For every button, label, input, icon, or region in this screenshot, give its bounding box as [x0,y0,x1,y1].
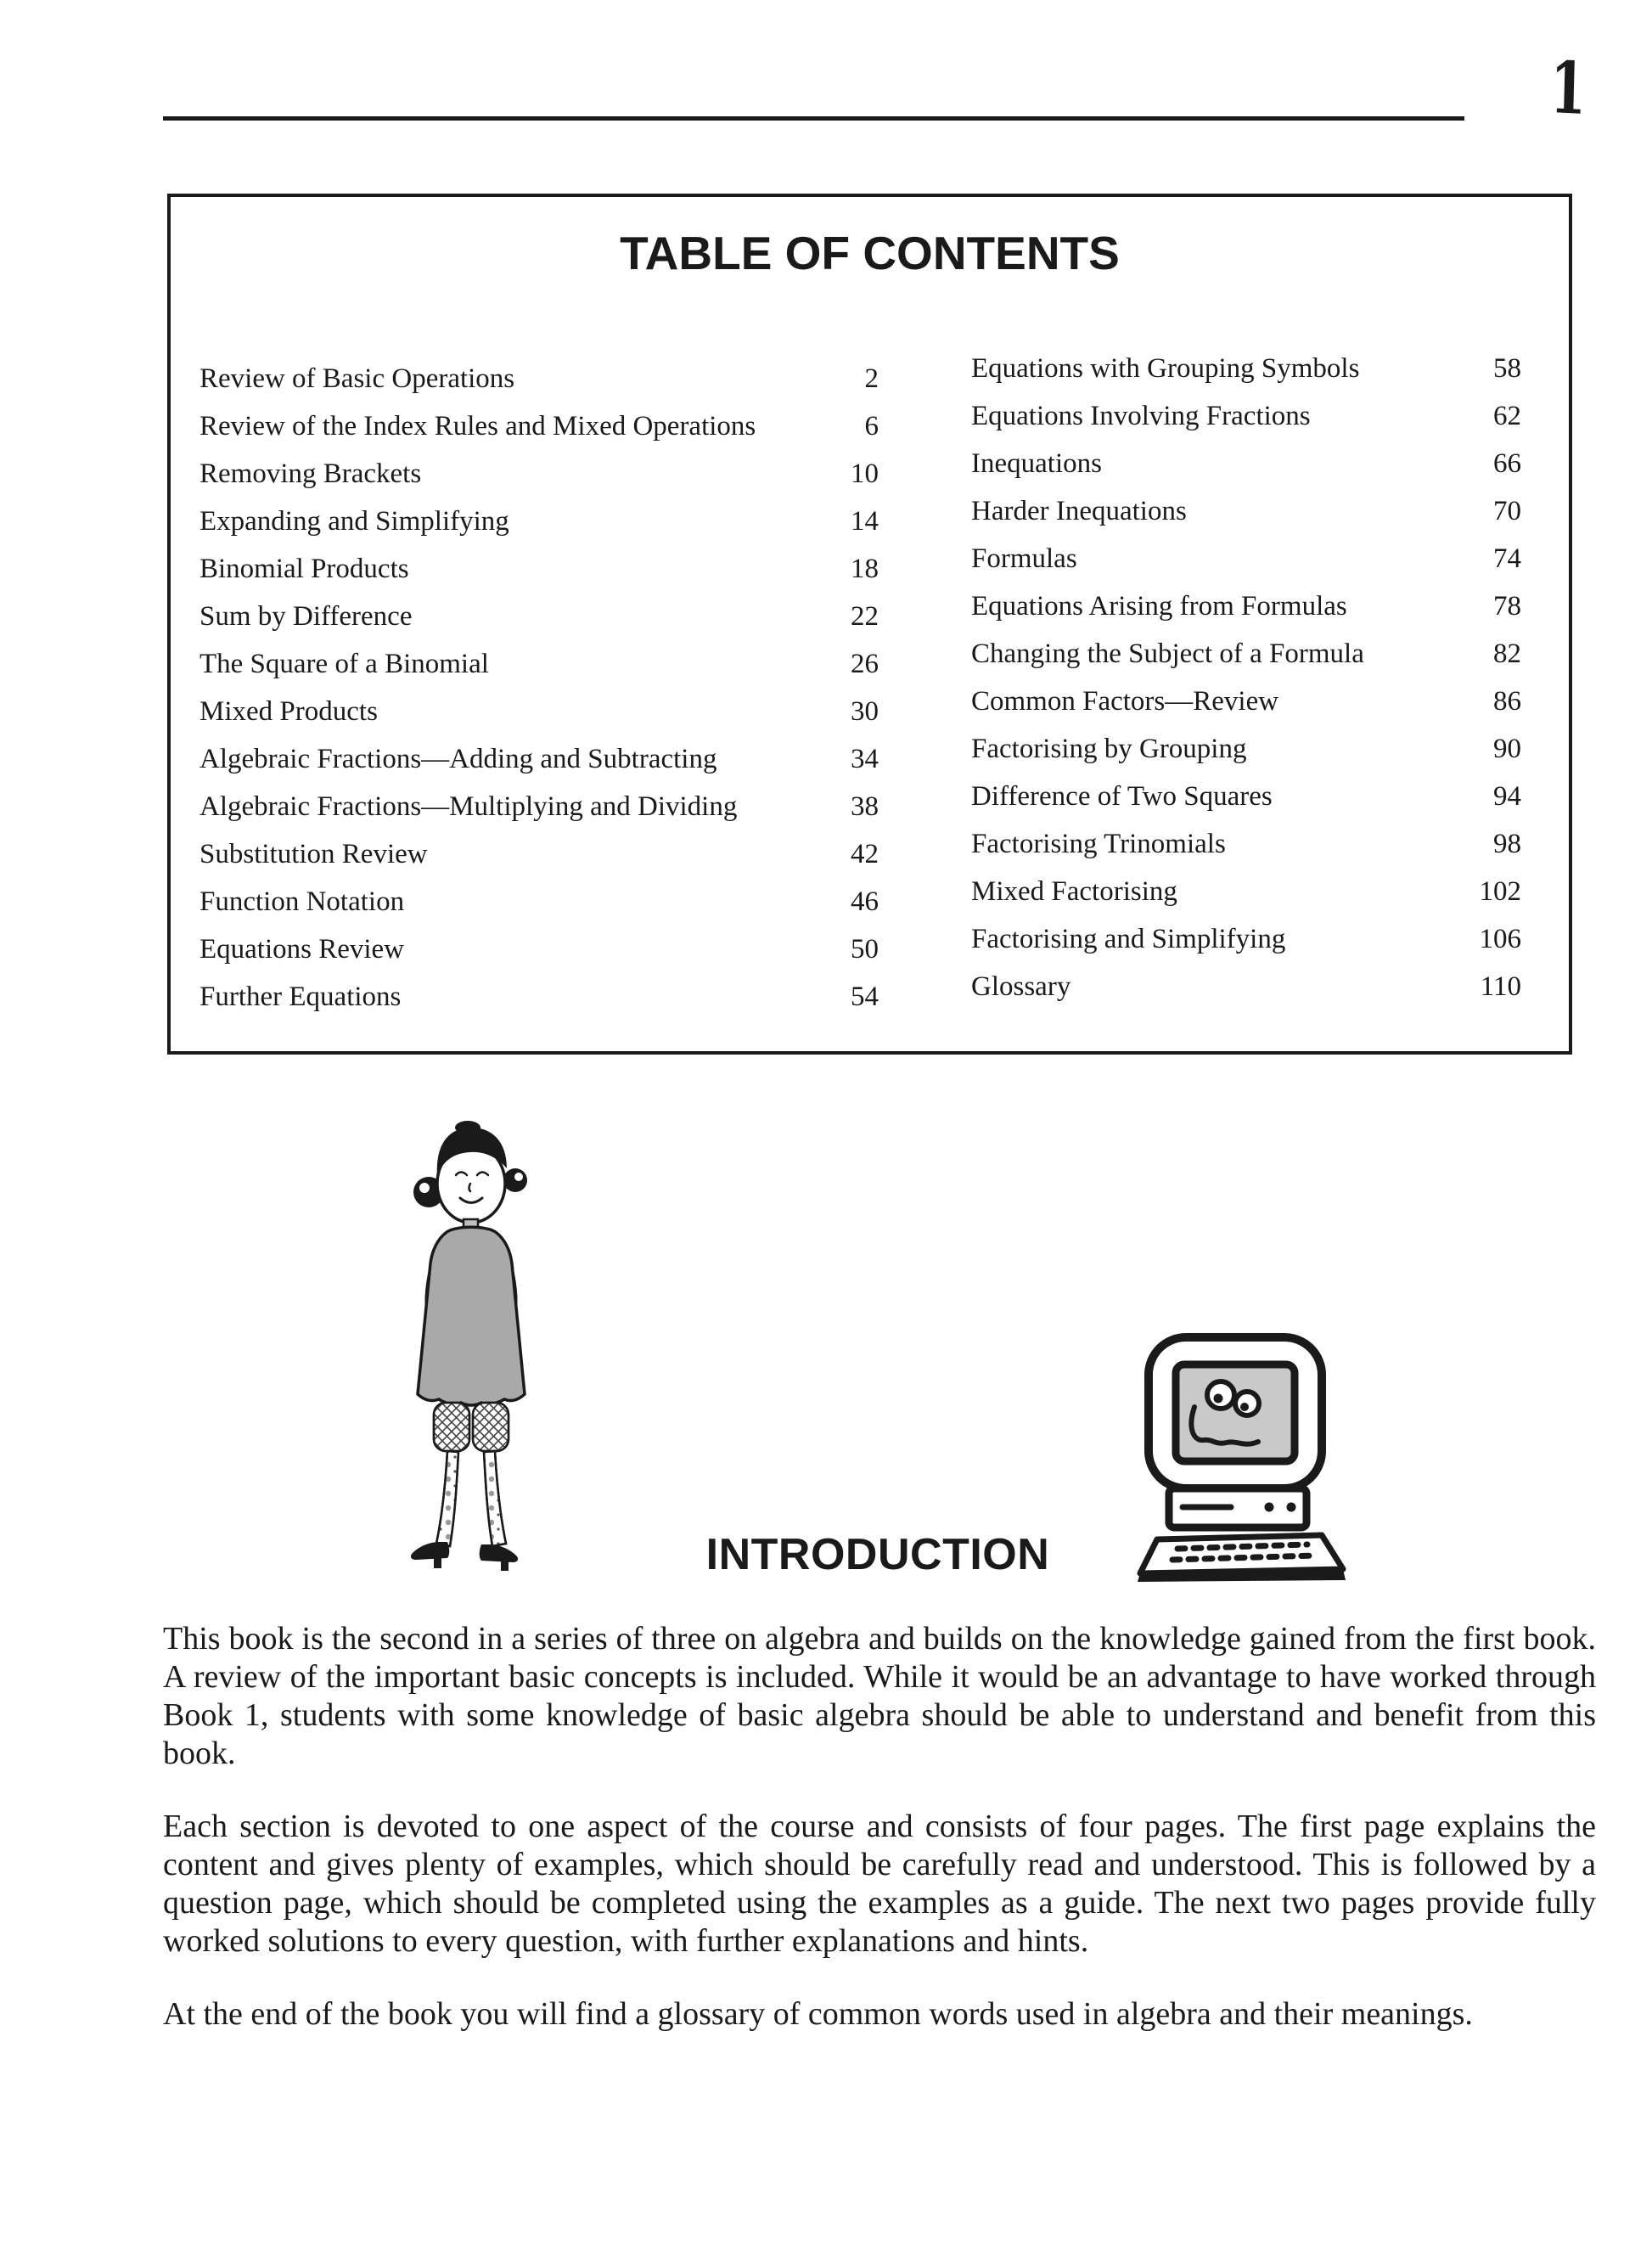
toc-entry [971,535,1521,582]
toc-entry [199,402,879,450]
toc-entry-page: 38 [851,791,879,822]
toc-entry [971,868,1521,915]
toc-entry [199,450,879,498]
page-number: 1 [1548,45,1587,131]
toc-entry [199,545,879,593]
toc-entry-title: Function Notation [199,886,405,917]
toc-entry-page: 22 [851,601,879,632]
toc-entry-page: 62 [1493,401,1521,431]
toc-entry [199,830,879,878]
toc-entry [971,582,1521,630]
toc-entry [199,355,879,402]
toc-entry-title: Further Equations [199,982,402,1012]
toc-entry-title: Equations with Grouping Symbols [971,353,1360,384]
toc-entry [971,773,1521,820]
toc-entry-page: 18 [851,554,879,584]
toc-entry-title: Glossary [971,971,1071,1002]
toc-entry-page: 106 [1479,924,1521,954]
intro-paragraph-2: Each section is devoted to one aspect of the course and consists of four pages. The first page explains the content and gives plenty of examples, which should be carefully read and understood. This is followed by a question page, which should be completed using the examples as a guide. The next two pages provide fully worked solutions to every question, with further explanations and hints. [163,1809,1596,1959]
toc-entry-title: Review of the Index Rules and Mixed Operations [199,411,756,442]
toc-entry [971,392,1521,440]
toc-entry-title: Mixed Products [199,696,378,727]
toc-entry-title: Harder Inequations [971,496,1187,526]
toc-left-column [199,355,879,1021]
toc-entry-title: Factorising by Grouping [971,734,1247,764]
toc-entry-title: Equations Involving Fractions [971,401,1311,431]
toc-entry [971,345,1521,392]
toc-entry-page: 102 [1479,876,1521,907]
toc-entry-page: 58 [1493,353,1521,384]
toc-entry [199,640,879,688]
toc-entry-title: Equations Review [199,934,405,965]
toc-entry-page: 54 [851,982,879,1012]
woman-illustration [386,1114,556,1581]
introduction-paragraphs [163,1620,1596,2068]
toc-entry-page: 14 [851,506,879,537]
toc-entry [199,688,879,735]
toc-entry-title: Algebraic Fractions—Multiplying and Dividing [199,791,738,822]
toc-entry-title: Sum by Difference [199,601,413,632]
toc-entry-title: Algebraic Fractions—Adding and Subtracting [199,744,717,774]
toc-entry [199,735,879,783]
toc-entry-page: 82 [1493,639,1521,669]
toc-title: TABLE OF CONTENTS [620,227,1120,279]
toc-entry-page: 50 [851,934,879,965]
toc-entry-page: 30 [851,696,879,727]
toc-entry-title: Inequations [971,448,1102,479]
toc-entry [199,593,879,640]
toc-entry-title: Expanding and Simplifying [199,506,509,537]
toc-entry-page: 94 [1493,781,1521,812]
toc-entry-page: 70 [1493,496,1521,526]
toc-entry-page: 2 [864,363,879,394]
toc-entry-title: Binomial Products [199,554,409,584]
toc-entry-title: Formulas [971,543,1077,574]
toc-entry-page: 26 [851,649,879,679]
toc-entry [971,963,1521,1010]
toc-entry-page: 46 [851,886,879,917]
toc-entry-page: 66 [1493,448,1521,479]
toc-entry [971,630,1521,678]
toc-entry [971,487,1521,535]
toc-entry-title: Factorising Trinomials [971,829,1226,859]
toc-entry-title: Substitution Review [199,839,428,869]
toc-entry-title: Difference of Two Squares [971,781,1273,812]
toc-entry [199,878,879,925]
toc-entry [199,973,879,1021]
toc-entry-page: 110 [1480,971,1521,1002]
toc-entry-title: The Square of a Binomial [199,649,489,679]
intro-paragraph-1: This book is the second in a series of three on algebra and builds on the knowledge gained from the first book. A review of the important basic concepts is included. While it would be an advantage to have worked through Book 1, students with some knowledge of basic algebra should be able to understand and benefit from this book. [163,1621,1596,1771]
toc-entry-page: 86 [1493,686,1521,717]
woman-dress [418,1227,525,1405]
toc-entry-title: Equations Arising from Formulas [971,591,1347,622]
toc-entry-page: 42 [851,839,879,869]
computer-button [1287,1503,1296,1512]
toc-entry-page: 74 [1493,543,1521,574]
toc-entry [199,498,879,545]
toc-entry-title: Factorising and Simplifying [971,924,1286,954]
toc-entry-page: 98 [1493,829,1521,859]
toc-entry [971,678,1521,725]
computer-button [1265,1503,1274,1512]
toc-right-column [971,345,1521,1010]
toc-entry [199,925,879,973]
woman-hair-bun [455,1121,480,1134]
toc-entry [971,440,1521,487]
toc-entry-title: Mixed Factorising [971,876,1177,907]
toc-entry-title: Review of Basic Operations [199,363,515,394]
toc-entry [971,915,1521,963]
toc-entry-page: 90 [1493,734,1521,764]
toc-entry [199,783,879,830]
toc-entry-page: 34 [851,744,879,774]
toc-entry-title: Common Factors—Review [971,686,1279,717]
introduction-heading: INTRODUCTION [705,1530,1050,1579]
toc-entry [971,725,1521,773]
table-of-contents [167,194,1572,1055]
toc-entry-title: Changing the Subject of a Formula [971,639,1364,669]
toc-entry-title: Removing Brackets [199,459,422,489]
toc-entry-page: 6 [864,411,879,442]
intro-paragraph-3: At the end of the book you will find a glossary of common words used in algebra and their meanings. [163,1996,1473,2032]
woman-fishnet-shorts [434,1403,509,1451]
toc-entry-page: 10 [851,459,879,489]
toc-entry [971,820,1521,868]
toc-entry-page: 78 [1493,591,1521,622]
top-rule-divider [163,116,1464,121]
